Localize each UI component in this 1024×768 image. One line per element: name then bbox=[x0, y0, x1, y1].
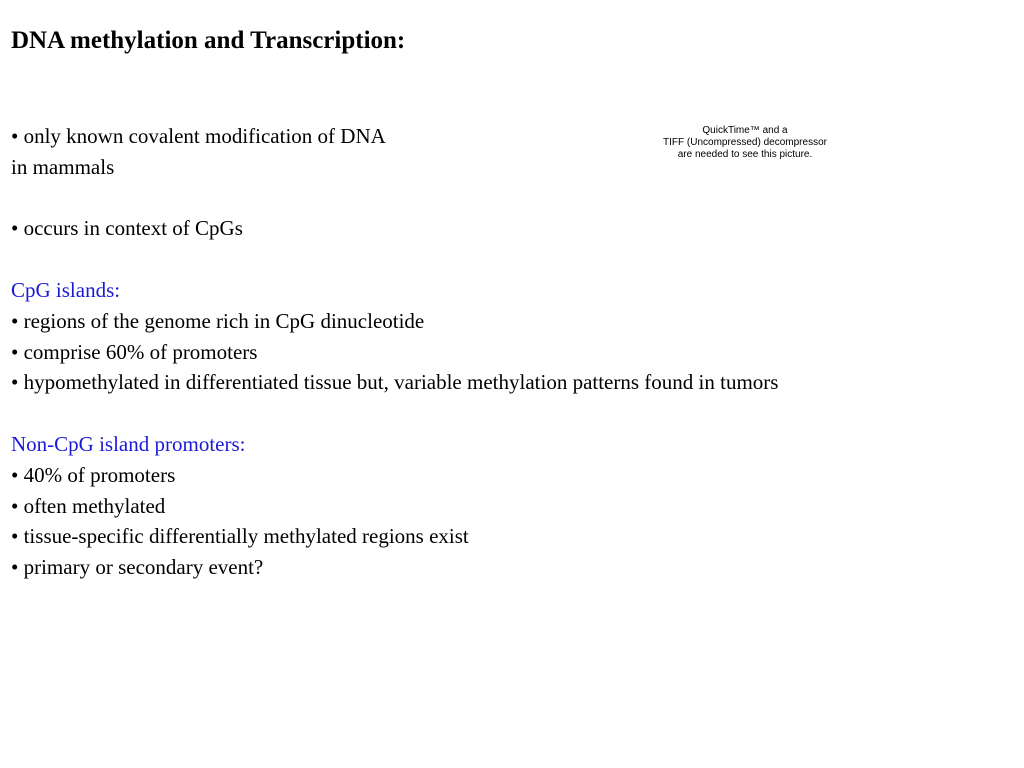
non-cpg-item: • primary or secondary event? bbox=[11, 555, 264, 580]
quicktime-image-placeholder bbox=[630, 125, 860, 161]
placeholder-line: QuickTime™ and a bbox=[702, 125, 788, 136]
placeholder-line: are needed to see this picture. bbox=[677, 149, 813, 160]
spacer bbox=[11, 244, 778, 275]
slide-body bbox=[11, 121, 778, 583]
bullet-covalent-modification-continued: in mammals bbox=[11, 154, 115, 179]
spacer bbox=[11, 183, 778, 214]
bullet-cpg-context: • occurs in context of CpGs bbox=[11, 216, 243, 241]
bullet-covalent-modification: • only known covalent modification of DNA bbox=[11, 124, 386, 148]
non-cpg-item: • 40% of promoters bbox=[11, 462, 176, 487]
non-cpg-item: • often methylated bbox=[11, 493, 166, 518]
placeholder-line: TIFF (Uncompressed) decompressor bbox=[663, 137, 827, 148]
slide-title: DNA methylation and Transcription: bbox=[11, 27, 406, 54]
cpg-islands-item: • hypomethylated in differentiated tissue but, variable methylation patterns found in tumors bbox=[11, 370, 779, 395]
spacer bbox=[11, 398, 778, 429]
non-cpg-heading: Non-CpG island promoters: bbox=[11, 431, 246, 456]
cpg-islands-item: • regions of the genome rich in CpG dinucleotide bbox=[11, 308, 425, 333]
cpg-islands-item: • comprise 60% of promoters bbox=[11, 339, 258, 364]
cpg-islands-heading: CpG islands: bbox=[11, 277, 121, 302]
non-cpg-item: • tissue-specific differentially methylated regions exist bbox=[11, 524, 469, 549]
